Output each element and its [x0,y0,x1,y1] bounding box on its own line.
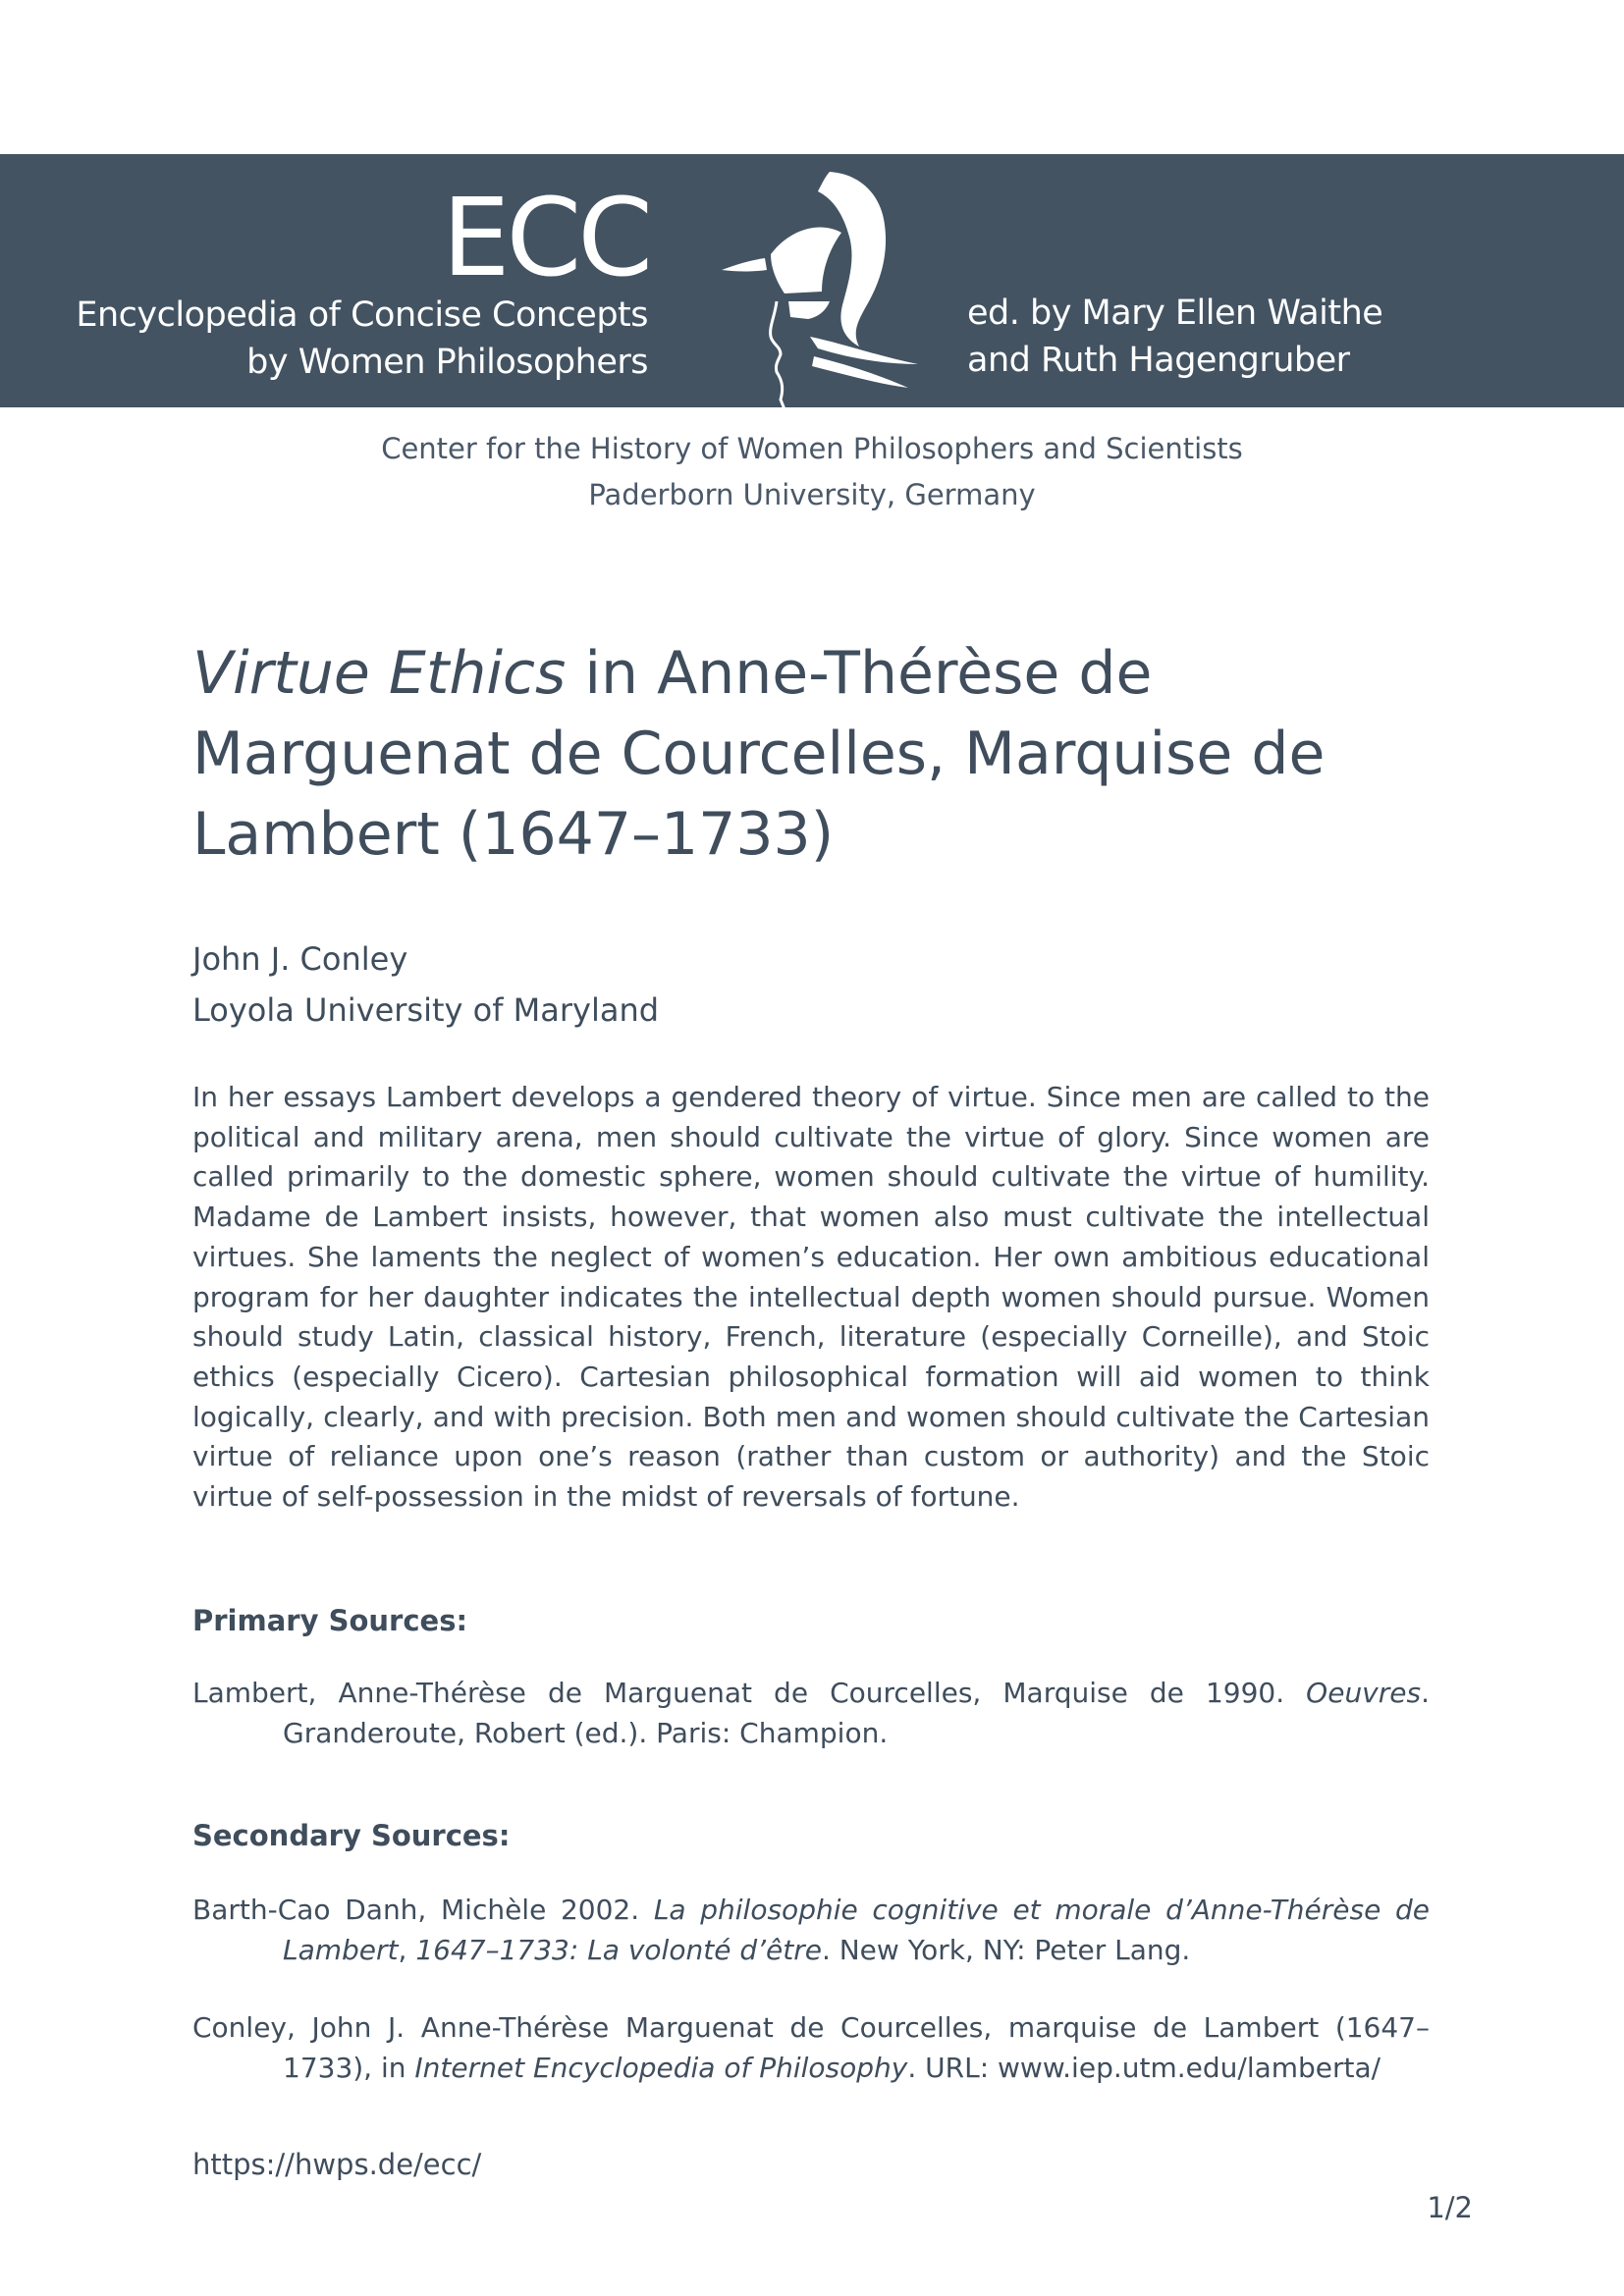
secondary-sources-heading: Secondary Sources: [192,1819,511,1852]
ecc-logo-text: ECC [442,175,650,300]
secondary-source-item [192,1890,1430,1970]
ref-title: Internet Encyclopedia of Philosophy [414,2052,908,2084]
article-title-italic: Virtue Ethics [192,639,567,708]
primary-source-item [192,1673,1430,1753]
center-name: Center for the History of Women Philosophers and Scientists [381,432,1243,465]
ref-text: Lambert, Anne-Thérèse de Marguenat de Courcelles, Marquise de 1990. [192,1677,1307,1709]
encyclopedia-title-line1: Encyclopedia of Concise Concepts [76,295,648,335]
encyclopedia-title-line2: by Women Philosophers [246,343,648,382]
article-title [192,633,1469,875]
page-number: 1/2 [1427,2191,1473,2224]
article-title-rest: in Anne-Thérèse de Marguenat de Courcelles, Marquise de Lambert (1647–1733) [192,639,1326,869]
ref-text: Barth-Cao Danh, Michèle 2002. [192,1894,654,1926]
secondary-source-item [192,2007,1430,2088]
ref-text: , [398,1934,416,1966]
author-name: John J. Conley [192,940,408,978]
primary-sources-heading: Primary Sources: [192,1604,468,1637]
athena-helmet-icon [712,164,928,409]
university-name: Paderborn University, Germany [588,478,1036,511]
editors-line2: and Ruth Hagengruber [967,341,1350,380]
ref-text: . Granderoute, Robert (ed.). Paris: Champion. [283,1677,1430,1749]
footer-url: https://hwps.de/ecc/ [192,2148,482,2181]
ref-text: . URL: www.iep.utm.edu/lamberta/ [907,2052,1381,2084]
ref-title: Oeuvres [1306,1677,1422,1709]
ref-text: Conley, John J. Anne-Thérèse Marguenat de Courcelles, marquise de Lambert (1647–1733), in [192,2011,1430,2084]
header-banner [0,154,1624,407]
author-affiliation: Loyola University of Maryland [192,991,660,1029]
ref-text: . New York, NY: Peter Lang. [821,1934,1191,1966]
ref-title: La philosophie cognitive et morale d’Anne-Thérèse de Lambert [283,1894,1430,1966]
ref-title: 1647–1733: La volonté d’être [415,1934,822,1966]
article-body: In her essays Lambert develops a gendered theory of virtue. Since men are called to the political and military arena, men should cultivate the virtue of glory. Since women are called primarily to the domestic sphere, women should cultivate the virtue of humility. Madame de Lambert insists, however, that women also must cultivate the intellectual virtues. She laments the neglect of women’s education. Her own ambitious educational program for her daughter indicates the intellectual depth women should pursue. Women should study Latin, classical history, French, literature (especially Corneille), and Stoic ethics (especially Cicero). Cartesian philosophical formation will aid women to think logically, clearly, and with precision. Both men and women should cultivate the Cartesian virtue of reliance upon one’s reason (rather than custom or authority) and the Stoic virtue of self-possession in the midst of reversals of fortune. [192,1081,1430,1514]
editors-line1: ed. by Mary Ellen Waithe [967,294,1383,333]
